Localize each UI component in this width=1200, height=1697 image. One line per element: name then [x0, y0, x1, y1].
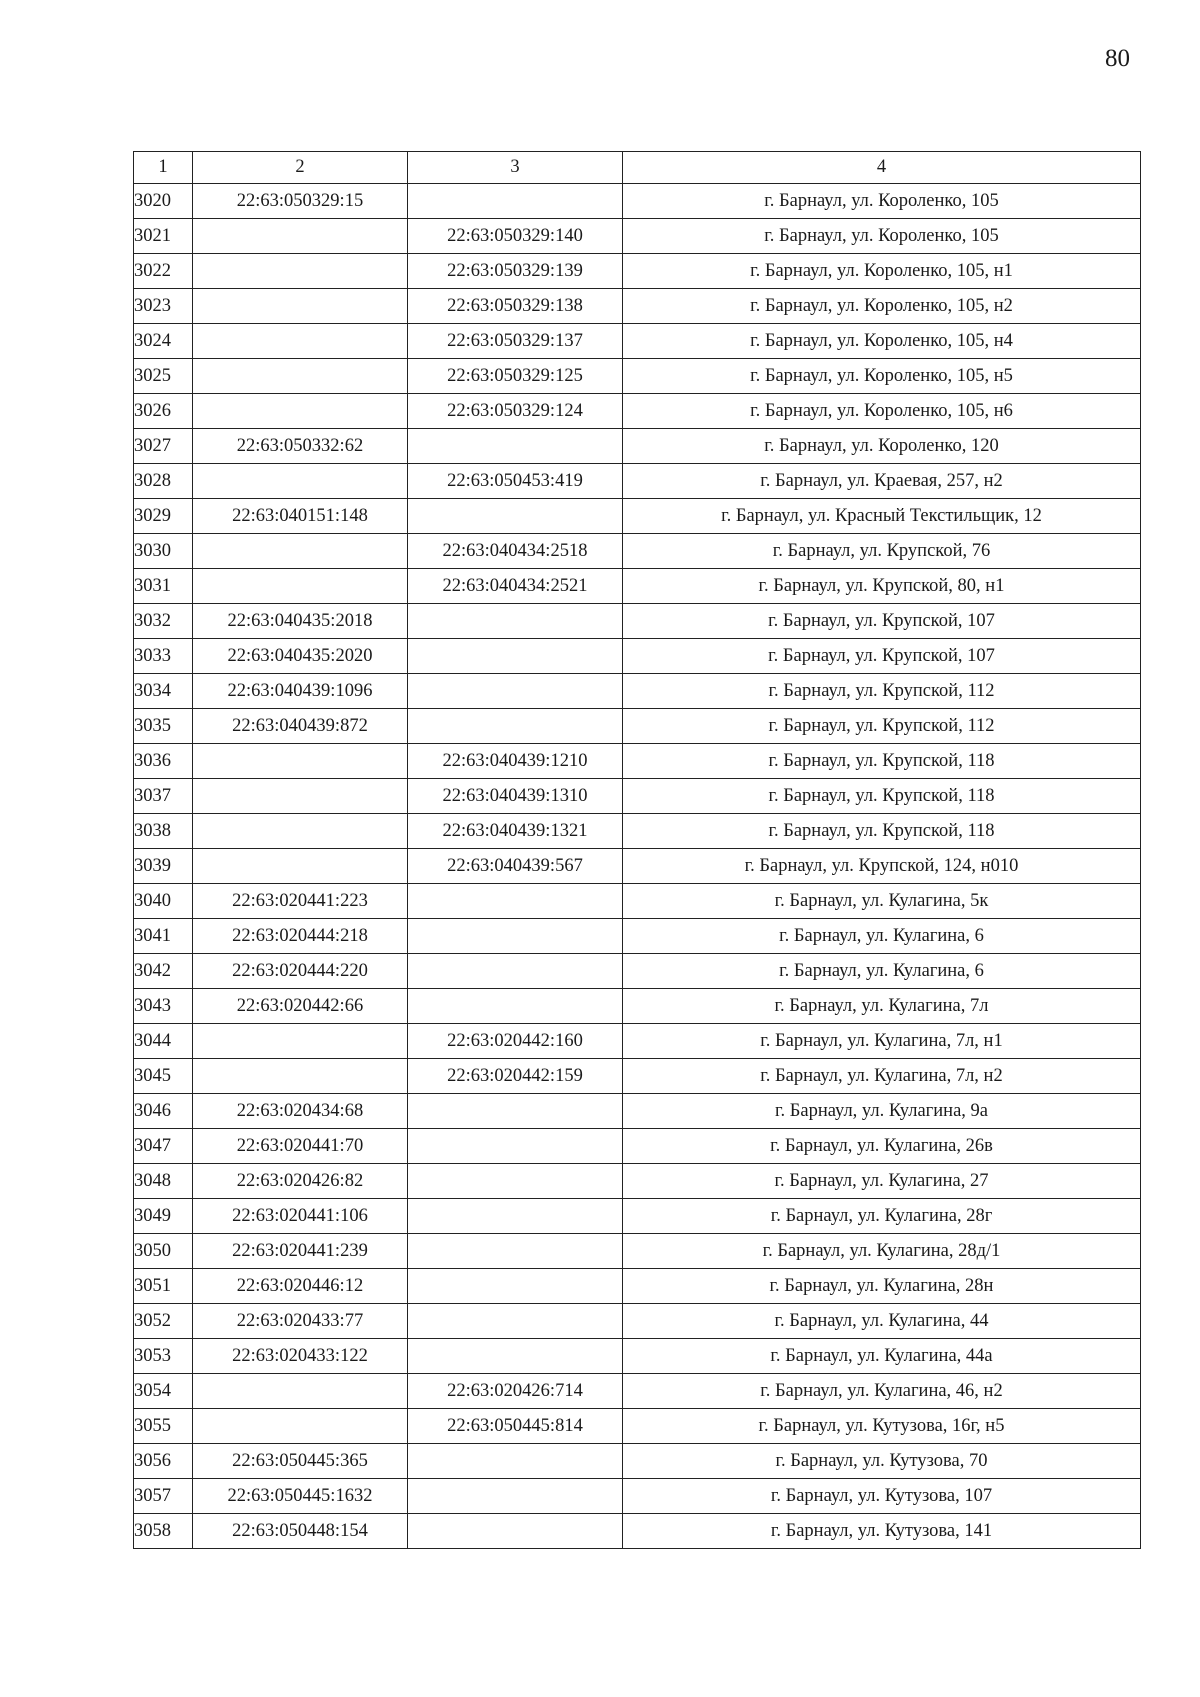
row-number-cell: 3035 — [134, 709, 193, 744]
premises-number-cell — [408, 499, 623, 534]
cadastral-number-cell: 22:63:050445:365 — [193, 1444, 408, 1479]
row-number-cell: 3020 — [134, 184, 193, 219]
premises-number-cell — [408, 429, 623, 464]
cadastral-number-cell: 22:63:020444:220 — [193, 954, 408, 989]
premises-number-cell: 22:63:040439:1310 — [408, 779, 623, 814]
table-row — [134, 1129, 1141, 1164]
table-row — [134, 1269, 1141, 1304]
row-number-cell: 3050 — [134, 1234, 193, 1269]
table-row — [134, 709, 1141, 744]
row-number-cell: 3043 — [134, 989, 193, 1024]
premises-number-cell: 22:63:050329:139 — [408, 254, 623, 289]
cadastral-number-cell: 22:63:020442:66 — [193, 989, 408, 1024]
table-row — [134, 289, 1141, 324]
address-cell: г. Барнаул, ул. Крупской, 76 — [623, 534, 1141, 569]
row-number-cell: 3056 — [134, 1444, 193, 1479]
cadastral-number-cell: 22:63:050329:15 — [193, 184, 408, 219]
premises-number-cell — [408, 674, 623, 709]
page-number: 80 — [1105, 45, 1130, 72]
column-header-1: 1 — [134, 152, 193, 184]
row-number-cell: 3022 — [134, 254, 193, 289]
premises-number-cell — [408, 1234, 623, 1269]
row-number-cell: 3025 — [134, 359, 193, 394]
cadastral-number-cell — [193, 779, 408, 814]
cadastral-number-cell: 22:63:020444:218 — [193, 919, 408, 954]
address-cell: г. Барнаул, ул. Кулагина, 7л, н2 — [623, 1059, 1141, 1094]
row-number-cell: 3046 — [134, 1094, 193, 1129]
cadastral-number-cell: 22:63:020441:239 — [193, 1234, 408, 1269]
address-cell: г. Барнаул, ул. Кутузова, 107 — [623, 1479, 1141, 1514]
address-cell: г. Барнаул, ул. Короленко, 105 — [623, 184, 1141, 219]
premises-number-cell — [408, 1339, 623, 1374]
row-number-cell: 3026 — [134, 394, 193, 429]
premises-number-cell: 22:63:020426:714 — [408, 1374, 623, 1409]
address-cell: г. Барнаул, ул. Крупской, 118 — [623, 744, 1141, 779]
row-number-cell: 3030 — [134, 534, 193, 569]
address-cell: г. Барнаул, ул. Короленко, 105, н5 — [623, 359, 1141, 394]
premises-number-cell: 22:63:050329:137 — [408, 324, 623, 359]
table-row — [134, 989, 1141, 1024]
row-number-cell: 3029 — [134, 499, 193, 534]
table-row — [134, 1514, 1141, 1549]
premises-number-cell: 22:63:050329:140 — [408, 219, 623, 254]
premises-number-cell — [408, 604, 623, 639]
premises-number-cell: 22:63:040439:567 — [408, 849, 623, 884]
cadastral-number-cell — [193, 1024, 408, 1059]
registry-table — [133, 151, 1141, 1549]
premises-number-cell: 22:63:050329:138 — [408, 289, 623, 324]
row-number-cell: 3052 — [134, 1304, 193, 1339]
cadastral-number-cell: 22:63:050448:154 — [193, 1514, 408, 1549]
premises-number-cell: 22:63:040434:2518 — [408, 534, 623, 569]
cadastral-number-cell — [193, 744, 408, 779]
cadastral-number-cell: 22:63:020433:77 — [193, 1304, 408, 1339]
address-cell: г. Барнаул, ул. Короленко, 105, н4 — [623, 324, 1141, 359]
address-cell: г. Барнаул, ул. Крупской, 124, н010 — [623, 849, 1141, 884]
cadastral-number-cell — [193, 849, 408, 884]
table-row — [134, 1444, 1141, 1479]
premises-number-cell: 22:63:040439:1321 — [408, 814, 623, 849]
table-row — [134, 254, 1141, 289]
address-cell: г. Барнаул, ул. Крупской, 107 — [623, 639, 1141, 674]
address-cell: г. Барнаул, ул. Кулагина, 46, н2 — [623, 1374, 1141, 1409]
address-cell: г. Барнаул, ул. Кулагина, 44а — [623, 1339, 1141, 1374]
table-row — [134, 849, 1141, 884]
row-number-cell: 3038 — [134, 814, 193, 849]
row-number-cell: 3040 — [134, 884, 193, 919]
address-cell: г. Барнаул, ул. Крупской, 112 — [623, 674, 1141, 709]
row-number-cell: 3024 — [134, 324, 193, 359]
premises-number-cell: 22:63:020442:159 — [408, 1059, 623, 1094]
cadastral-number-cell — [193, 1374, 408, 1409]
premises-number-cell — [408, 1129, 623, 1164]
table-row — [134, 884, 1141, 919]
table-row — [134, 1059, 1141, 1094]
address-cell: г. Барнаул, ул. Крупской, 112 — [623, 709, 1141, 744]
premises-number-cell — [408, 954, 623, 989]
table-row — [134, 499, 1141, 534]
table-row — [134, 324, 1141, 359]
cadastral-number-cell — [193, 324, 408, 359]
row-number-cell: 3032 — [134, 604, 193, 639]
cadastral-number-cell: 22:63:040151:148 — [193, 499, 408, 534]
table-row — [134, 604, 1141, 639]
address-cell: г. Барнаул, ул. Короленко, 105, н2 — [623, 289, 1141, 324]
address-cell: г. Барнаул, ул. Кулагина, 26в — [623, 1129, 1141, 1164]
table-row — [134, 779, 1141, 814]
address-cell: г. Барнаул, ул. Краевая, 257, н2 — [623, 464, 1141, 499]
address-cell: г. Барнаул, ул. Кулагина, 27 — [623, 1164, 1141, 1199]
table-row — [134, 1374, 1141, 1409]
column-header-3: 3 — [408, 152, 623, 184]
row-number-cell: 3031 — [134, 569, 193, 604]
row-number-cell: 3053 — [134, 1339, 193, 1374]
row-number-cell: 3021 — [134, 219, 193, 254]
premises-number-cell: 22:63:050453:419 — [408, 464, 623, 499]
row-number-cell: 3028 — [134, 464, 193, 499]
table-row — [134, 1024, 1141, 1059]
premises-number-cell — [408, 1444, 623, 1479]
cadastral-number-cell: 22:63:020426:82 — [193, 1164, 408, 1199]
row-number-cell: 3049 — [134, 1199, 193, 1234]
row-number-cell: 3044 — [134, 1024, 193, 1059]
address-cell: г. Барнаул, ул. Крупской, 107 — [623, 604, 1141, 639]
address-cell: г. Барнаул, ул. Крупской, 118 — [623, 779, 1141, 814]
row-number-cell: 3039 — [134, 849, 193, 884]
cadastral-number-cell — [193, 1409, 408, 1444]
table-row — [134, 1339, 1141, 1374]
premises-number-cell — [408, 709, 623, 744]
address-cell: г. Барнаул, ул. Кутузова, 16г, н5 — [623, 1409, 1141, 1444]
row-number-cell: 3051 — [134, 1269, 193, 1304]
cadastral-number-cell: 22:63:020441:70 — [193, 1129, 408, 1164]
row-number-cell: 3057 — [134, 1479, 193, 1514]
address-cell: г. Барнаул, ул. Кулагина, 5к — [623, 884, 1141, 919]
table-row — [134, 359, 1141, 394]
table-row — [134, 219, 1141, 254]
table-header-row — [134, 152, 1141, 184]
address-cell: г. Барнаул, ул. Красный Текстильщик, 12 — [623, 499, 1141, 534]
table-row — [134, 1304, 1141, 1339]
premises-number-cell — [408, 989, 623, 1024]
premises-number-cell: 22:63:020442:160 — [408, 1024, 623, 1059]
table-row — [134, 1479, 1141, 1514]
cadastral-number-cell — [193, 1059, 408, 1094]
address-cell: г. Барнаул, ул. Кулагина, 6 — [623, 954, 1141, 989]
cadastral-number-cell: 22:63:020434:68 — [193, 1094, 408, 1129]
address-cell: г. Барнаул, ул. Кулагина, 44 — [623, 1304, 1141, 1339]
premises-number-cell — [408, 639, 623, 674]
row-number-cell: 3033 — [134, 639, 193, 674]
premises-number-cell — [408, 1164, 623, 1199]
address-cell: г. Барнаул, ул. Кулагина, 7л, н1 — [623, 1024, 1141, 1059]
premises-number-cell — [408, 884, 623, 919]
cadastral-number-cell: 22:63:050332:62 — [193, 429, 408, 464]
cadastral-number-cell: 22:63:050445:1632 — [193, 1479, 408, 1514]
address-cell: г. Барнаул, ул. Кулагина, 28д/1 — [623, 1234, 1141, 1269]
table-body — [134, 184, 1141, 1549]
premises-number-cell: 22:63:040439:1210 — [408, 744, 623, 779]
row-number-cell: 3054 — [134, 1374, 193, 1409]
premises-number-cell — [408, 1514, 623, 1549]
table-row — [134, 429, 1141, 464]
cadastral-number-cell — [193, 464, 408, 499]
premises-number-cell: 22:63:050329:125 — [408, 359, 623, 394]
row-number-cell: 3048 — [134, 1164, 193, 1199]
cadastral-number-cell — [193, 814, 408, 849]
address-cell: г. Барнаул, ул. Кутузова, 141 — [623, 1514, 1141, 1549]
premises-number-cell — [408, 184, 623, 219]
address-cell: г. Барнаул, ул. Короленко, 105, н1 — [623, 254, 1141, 289]
address-cell: г. Барнаул, ул. Кулагина, 6 — [623, 919, 1141, 954]
table-row — [134, 534, 1141, 569]
cadastral-number-cell: 22:63:020446:12 — [193, 1269, 408, 1304]
cadastral-number-cell: 22:63:040439:1096 — [193, 674, 408, 709]
premises-number-cell: 22:63:050329:124 — [408, 394, 623, 429]
address-cell: г. Барнаул, ул. Кулагина, 9а — [623, 1094, 1141, 1129]
table-row — [134, 1094, 1141, 1129]
address-cell: г. Барнаул, ул. Кулагина, 7л — [623, 989, 1141, 1024]
premises-number-cell: 22:63:040434:2521 — [408, 569, 623, 604]
table-row — [134, 954, 1141, 989]
cadastral-number-cell — [193, 534, 408, 569]
cadastral-number-cell: 22:63:040435:2018 — [193, 604, 408, 639]
premises-number-cell — [408, 919, 623, 954]
cadastral-number-cell: 22:63:020441:223 — [193, 884, 408, 919]
table-row — [134, 919, 1141, 954]
table-row — [134, 1199, 1141, 1234]
table-row — [134, 1409, 1141, 1444]
cadastral-number-cell — [193, 289, 408, 324]
cadastral-number-cell — [193, 359, 408, 394]
table-row — [134, 814, 1141, 849]
row-number-cell: 3045 — [134, 1059, 193, 1094]
row-number-cell: 3027 — [134, 429, 193, 464]
address-cell: г. Барнаул, ул. Короленко, 120 — [623, 429, 1141, 464]
row-number-cell: 3058 — [134, 1514, 193, 1549]
table-row — [134, 674, 1141, 709]
premises-number-cell — [408, 1269, 623, 1304]
cadastral-number-cell — [193, 394, 408, 429]
cadastral-number-cell — [193, 254, 408, 289]
address-cell: г. Барнаул, ул. Крупской, 80, н1 — [623, 569, 1141, 604]
row-number-cell: 3047 — [134, 1129, 193, 1164]
table-row — [134, 394, 1141, 429]
address-cell: г. Барнаул, ул. Крупской, 118 — [623, 814, 1141, 849]
table-row — [134, 464, 1141, 499]
table-row — [134, 184, 1141, 219]
cadastral-number-cell — [193, 219, 408, 254]
premises-number-cell — [408, 1479, 623, 1514]
table-row — [134, 569, 1141, 604]
table-row — [134, 1234, 1141, 1269]
cadastral-number-cell: 22:63:020441:106 — [193, 1199, 408, 1234]
cadastral-number-cell: 22:63:020433:122 — [193, 1339, 408, 1374]
premises-number-cell: 22:63:050445:814 — [408, 1409, 623, 1444]
address-cell: г. Барнаул, ул. Короленко, 105, н6 — [623, 394, 1141, 429]
row-number-cell: 3034 — [134, 674, 193, 709]
row-number-cell: 3023 — [134, 289, 193, 324]
premises-number-cell — [408, 1094, 623, 1129]
column-header-2: 2 — [193, 152, 408, 184]
premises-number-cell — [408, 1199, 623, 1234]
address-cell: г. Барнаул, ул. Кулагина, 28н — [623, 1269, 1141, 1304]
row-number-cell: 3036 — [134, 744, 193, 779]
address-cell: г. Барнаул, ул. Кутузова, 70 — [623, 1444, 1141, 1479]
table-row — [134, 1164, 1141, 1199]
cadastral-number-cell: 22:63:040439:872 — [193, 709, 408, 744]
row-number-cell: 3042 — [134, 954, 193, 989]
cadastral-number-cell: 22:63:040435:2020 — [193, 639, 408, 674]
row-number-cell: 3055 — [134, 1409, 193, 1444]
table-row — [134, 639, 1141, 674]
table-row — [134, 744, 1141, 779]
cadastral-number-cell — [193, 569, 408, 604]
column-header-4: 4 — [623, 152, 1141, 184]
premises-number-cell — [408, 1304, 623, 1339]
address-cell: г. Барнаул, ул. Короленко, 105 — [623, 219, 1141, 254]
row-number-cell: 3041 — [134, 919, 193, 954]
row-number-cell: 3037 — [134, 779, 193, 814]
address-cell: г. Барнаул, ул. Кулагина, 28г — [623, 1199, 1141, 1234]
